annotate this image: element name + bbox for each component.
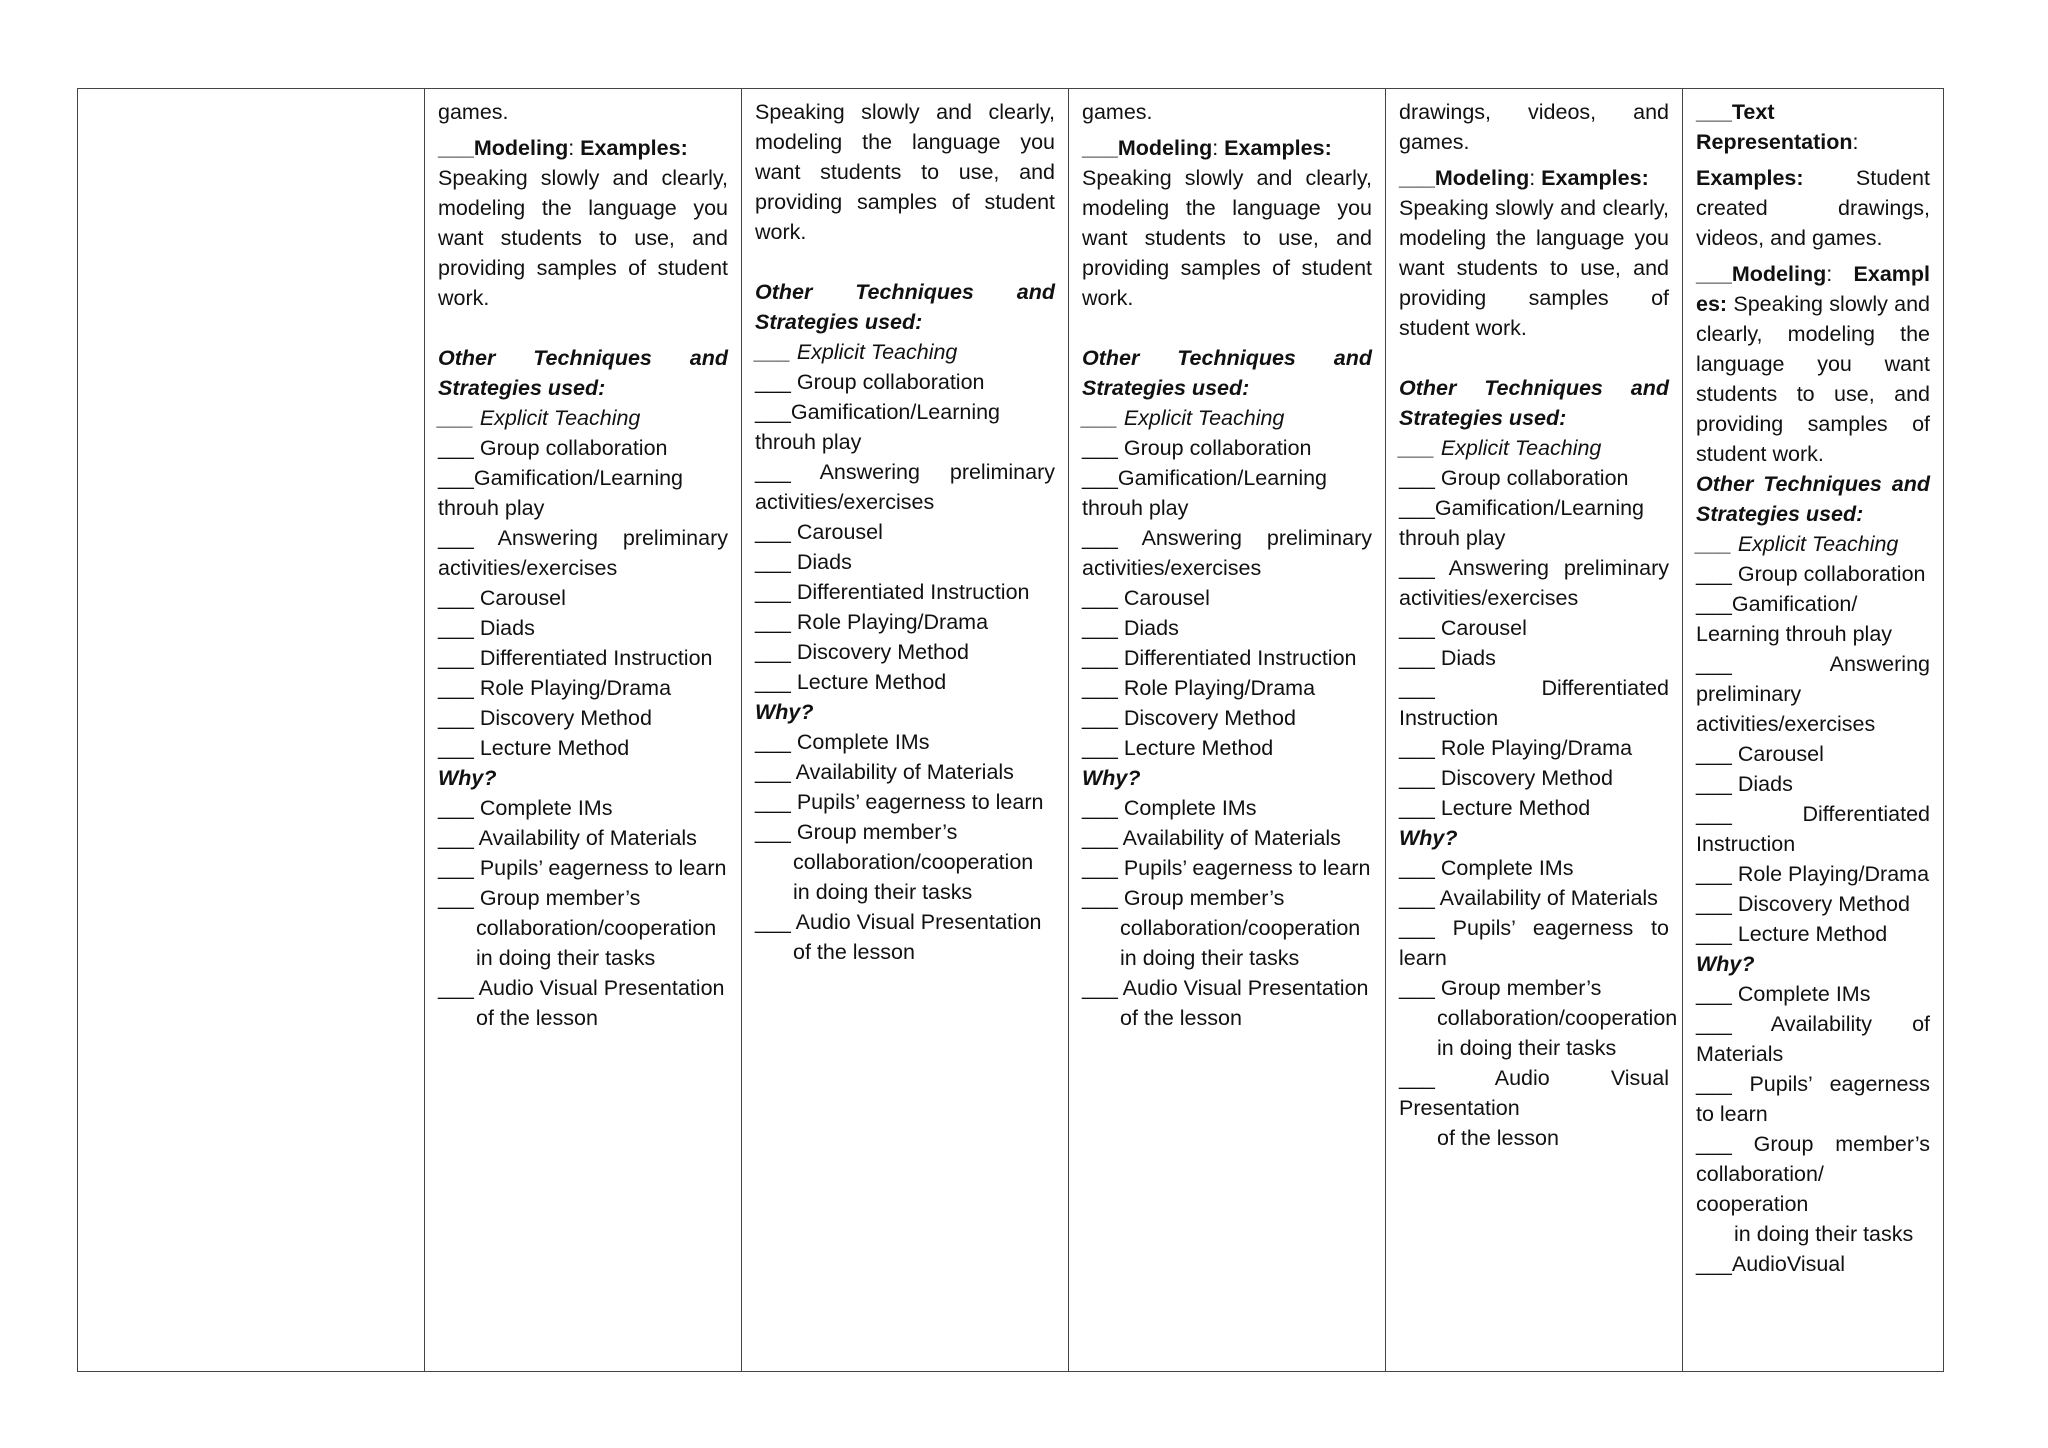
separator: : <box>1529 166 1542 190</box>
text-line <box>1696 163 1930 253</box>
text-line <box>1082 883 1372 913</box>
line-text: Why? <box>755 700 814 724</box>
line-text: ___ Answering preliminary activities/exercises <box>438 526 728 580</box>
line-text: of the lesson <box>476 1006 598 1030</box>
bold-label: ___Modeling <box>1082 136 1213 160</box>
line-text: ___ Availability of Materials <box>1399 886 1658 910</box>
line-text: ___ Diads <box>438 616 535 640</box>
separator: : <box>1212 136 1225 160</box>
section-heading <box>1696 949 1930 979</box>
section-heading <box>1696 469 1930 529</box>
section-heading <box>438 763 728 793</box>
line-text: ___ Group member’s <box>438 886 641 910</box>
bold-label: ___Modeling <box>1399 166 1530 190</box>
text-line <box>1696 799 1930 859</box>
text-line <box>755 787 1055 817</box>
section-heading <box>1399 373 1669 433</box>
text-line <box>438 853 728 883</box>
line-text: ___ Group member’s <box>1082 886 1285 910</box>
line-text: ___AudioVisual <box>1696 1252 1846 1276</box>
text-line <box>1696 1219 1930 1249</box>
table-cell-empty <box>78 89 425 1372</box>
line-text: ___ Pupils’ eagerness to learn <box>438 856 727 880</box>
bold-label: Examples: <box>580 136 688 160</box>
text-line <box>1399 433 1669 463</box>
text-line <box>438 163 728 313</box>
text-line <box>438 673 728 703</box>
line-text: drawings, videos, and games. <box>1399 100 1669 154</box>
line-text: ___ Group collaboration <box>1399 466 1629 490</box>
table-row <box>78 89 1944 1372</box>
text-line <box>438 1003 728 1033</box>
line-text: ___ Explicit Teaching <box>438 406 641 430</box>
text-line <box>755 817 1055 847</box>
blank-line <box>1399 343 1669 373</box>
line-text: ___ Answering preliminary activities/exercises <box>1399 556 1669 610</box>
line-text: ___ Group member’s collaboration/ cooperation <box>1696 1132 1930 1216</box>
line-text: Why? <box>1082 766 1141 790</box>
line-text: ___ Audio Visual Presentation <box>1399 1066 1669 1120</box>
line-text: collaboration/cooperation <box>793 850 1034 874</box>
text-line <box>438 973 728 1003</box>
text-line <box>1399 763 1669 793</box>
text-line <box>1696 97 1930 157</box>
text-line <box>1082 1003 1372 1033</box>
text-line <box>1399 793 1669 823</box>
line-text: ___ Pupils’ eagerness to learn <box>1399 916 1669 970</box>
text-line <box>1399 493 1669 553</box>
line-text: ___ Discovery Method <box>755 640 969 664</box>
line-text: collaboration/cooperation <box>476 916 717 940</box>
text-line <box>1399 163 1669 193</box>
line-text: ___Gamification/Learning throuh play <box>1082 466 1328 520</box>
separator <box>1804 166 1856 190</box>
text-line <box>755 907 1055 937</box>
text-line <box>755 457 1055 517</box>
line-text: in doing their tasks <box>1734 1222 1914 1246</box>
line-text: ___ Pupils’ eagerness to learn <box>755 790 1044 814</box>
line-text: ___ Role Playing/Drama <box>1082 676 1316 700</box>
line-text: ___ Audio Visual Presentation <box>1082 976 1369 1000</box>
text-line <box>755 577 1055 607</box>
line-text: ___ Differentiated Instruction <box>438 646 713 670</box>
line-text: ___ Answering preliminary activities/exercises <box>1082 526 1372 580</box>
line-text: Why? <box>1696 952 1755 976</box>
line-text: ___ Diads <box>1696 772 1793 796</box>
line-text: ___ Group collaboration <box>1696 562 1926 586</box>
bold-label: ___Modeling <box>438 136 569 160</box>
line-text: Why? <box>1399 826 1458 850</box>
text-line <box>755 727 1055 757</box>
line-text: in doing their tasks <box>1437 1036 1617 1060</box>
table-cell-strategies-5 <box>1683 89 1944 1372</box>
text-line <box>1399 883 1669 913</box>
line-text: ___ Carousel <box>755 520 883 544</box>
line-text: ___ Answering preliminary activities/exercises <box>755 460 1055 514</box>
text-line <box>755 757 1055 787</box>
text-line <box>1696 889 1930 919</box>
line-text: ___ Lecture Method <box>1696 922 1888 946</box>
text-line <box>1696 1129 1930 1219</box>
section-heading <box>1399 823 1669 853</box>
blank-line <box>755 247 1055 277</box>
line-text: ___ Audio Visual Presentation <box>755 910 1042 934</box>
table-cell-strategies-2 <box>742 89 1069 1372</box>
text-line <box>1082 703 1372 733</box>
line-text: ___ Answering preliminary activities/exercises <box>1696 652 1930 736</box>
line-text: in doing their tasks <box>476 946 656 970</box>
text-line <box>1696 649 1930 739</box>
blank-line <box>1082 313 1372 343</box>
text-line <box>1082 403 1372 433</box>
line-text: in doing their tasks <box>793 880 973 904</box>
text-line <box>1696 1249 1930 1279</box>
text-line <box>1696 979 1930 1009</box>
text-line <box>438 433 728 463</box>
line-text: Speaking slowly and clearly, modeling the language you want students to use, and providing samples of student work. <box>438 166 728 310</box>
text-line <box>755 877 1055 907</box>
text-line <box>438 943 728 973</box>
line-text: ___ Explicit Teaching <box>1082 406 1285 430</box>
text-line <box>438 733 728 763</box>
line-text: ___ Discovery Method <box>1082 706 1296 730</box>
text-line <box>1399 643 1669 673</box>
text-line <box>1082 163 1372 313</box>
line-text: in doing their tasks <box>1120 946 1300 970</box>
text-line <box>1399 913 1669 973</box>
text-line <box>438 643 728 673</box>
text-line <box>1082 643 1372 673</box>
text-line <box>1082 943 1372 973</box>
line-text: of the lesson <box>1437 1126 1559 1150</box>
line-text: ___ Group member’s <box>1399 976 1602 1000</box>
line-text: Other Techniques and Strategies used: <box>755 280 1055 334</box>
line-text: ___ Availability of Materials <box>1082 826 1341 850</box>
line-text: Speaking slowly and clearly, modeling the language you want students to use, and providing samples of student work. <box>1399 196 1669 340</box>
bold-label: Exampl es: <box>1696 262 1930 316</box>
line-text: ___ Differentiated Instruction <box>755 580 1030 604</box>
text-line <box>438 583 728 613</box>
line-text: ___ Differentiated Instruction <box>1399 676 1669 730</box>
line-text: ___ Availability of Materials <box>1696 1012 1930 1066</box>
section-heading <box>755 697 1055 727</box>
text-line <box>1696 859 1930 889</box>
separator: : <box>1826 262 1854 286</box>
line-text: ___ Explicit Teaching <box>1696 532 1899 556</box>
bold-label: ___Text Representation <box>1696 100 1853 154</box>
lesson-plan-table <box>77 88 1944 1372</box>
text-line <box>1082 433 1372 463</box>
text-line <box>438 613 728 643</box>
separator: : <box>1852 130 1859 154</box>
line-text: ___ Complete IMs <box>755 730 930 754</box>
line-text: ___ Lecture Method <box>438 736 630 760</box>
line-text: ___ Differentiated Instruction <box>1082 646 1357 670</box>
text-line <box>755 937 1055 967</box>
text-line <box>1399 733 1669 763</box>
line-text: ___ Complete IMs <box>438 796 613 820</box>
line-text: ___ Carousel <box>438 586 566 610</box>
text-line <box>1399 613 1669 643</box>
section-heading <box>1082 763 1372 793</box>
text-line <box>1399 553 1669 613</box>
bold-label: ___Modeling <box>1696 262 1827 286</box>
line-text: ___ Complete IMs <box>1082 796 1257 820</box>
table-cell-strategies-4 <box>1386 89 1683 1372</box>
line-text: ___Gamification/ Learning throuh play <box>1696 592 1893 646</box>
line-text: games. <box>1082 100 1153 124</box>
section-heading <box>755 277 1055 337</box>
text-line <box>1399 1033 1669 1063</box>
bold-label: Examples: <box>1541 166 1649 190</box>
line-text: ___ Complete IMs <box>1399 856 1574 880</box>
text-line <box>438 823 728 853</box>
bold-label: Examples: <box>1224 136 1332 160</box>
line-text: Why? <box>438 766 497 790</box>
line-text: ___Gamification/Learning throuh play <box>438 466 684 520</box>
line-text: ___ Group collaboration <box>1082 436 1312 460</box>
text-line <box>1696 769 1930 799</box>
text-line <box>1696 259 1930 469</box>
line-text: Student created drawings, videos, and games. <box>1696 166 1930 250</box>
line-text: Speaking slowly and clearly, modeling the language you want students to use, and providing samples of student work. <box>1696 292 1930 466</box>
line-text: ___ Carousel <box>1082 586 1210 610</box>
text-line <box>755 637 1055 667</box>
line-text: of the lesson <box>793 940 915 964</box>
text-line <box>1696 919 1930 949</box>
text-line <box>438 403 728 433</box>
line-text: of the lesson <box>1120 1006 1242 1030</box>
line-text: ___ Explicit Teaching <box>1399 436 1602 460</box>
line-text: ___ Group collaboration <box>438 436 668 460</box>
text-line <box>1399 673 1669 733</box>
text-line <box>438 97 728 127</box>
text-line <box>1082 523 1372 583</box>
line-text: ___ Carousel <box>1399 616 1527 640</box>
text-line <box>1399 1063 1669 1123</box>
line-text: ___ Role Playing/Drama <box>438 676 672 700</box>
text-line <box>1696 529 1930 559</box>
text-line <box>1082 97 1372 127</box>
text-line <box>1696 559 1930 589</box>
text-line <box>755 337 1055 367</box>
text-line <box>1082 853 1372 883</box>
line-text: ___ Diads <box>1082 616 1179 640</box>
text-line <box>1082 613 1372 643</box>
bold-label: Examples: <box>1696 166 1804 190</box>
text-line <box>1082 793 1372 823</box>
line-text: ___ Lecture Method <box>1082 736 1274 760</box>
text-line <box>755 847 1055 877</box>
text-line <box>1399 463 1669 493</box>
text-line <box>1082 733 1372 763</box>
line-text: collaboration/cooperation <box>1437 1006 1678 1030</box>
line-text: ___ Role Playing/Drama <box>1399 736 1633 760</box>
table-cell-strategies-3 <box>1069 89 1386 1372</box>
line-text: ___ Discovery Method <box>1696 892 1910 916</box>
text-line <box>1082 913 1372 943</box>
text-line <box>1696 1069 1930 1129</box>
table-cell-strategies-1 <box>425 89 742 1372</box>
line-text: ___ Carousel <box>1696 742 1824 766</box>
line-text: ___ Availability of Materials <box>755 760 1014 784</box>
text-line <box>755 367 1055 397</box>
line-text: ___ Discovery Method <box>438 706 652 730</box>
text-line <box>1696 589 1930 649</box>
line-text: ___ Diads <box>755 550 852 574</box>
line-text: ___Gamification/Learning throuh play <box>755 400 1001 454</box>
separator: : <box>568 136 581 160</box>
text-line <box>438 913 728 943</box>
line-text: Other Techniques and Strategies used: <box>1696 472 1930 526</box>
text-line <box>1082 583 1372 613</box>
text-line <box>438 133 728 163</box>
text-line <box>1399 1003 1678 1033</box>
line-text: ___ Diads <box>1399 646 1496 670</box>
text-line <box>1399 193 1669 343</box>
line-text: ___ Group collaboration <box>755 370 985 394</box>
line-text: Speaking slowly and clearly, modeling the language you want students to use, and providing samples of student work. <box>1082 166 1372 310</box>
text-line <box>1082 823 1372 853</box>
text-line <box>755 607 1055 637</box>
section-heading <box>438 343 728 403</box>
text-line <box>438 883 728 913</box>
section-heading <box>1082 343 1372 403</box>
line-text: ___ Explicit Teaching <box>755 340 958 364</box>
text-line <box>438 703 728 733</box>
line-text: ___ Lecture Method <box>1399 796 1591 820</box>
line-text: Speaking slowly and clearly, modeling the language you want students to use, and providing samples of student work. <box>755 100 1055 244</box>
text-line <box>438 793 728 823</box>
line-text: Other Techniques and Strategies used: <box>1082 346 1372 400</box>
line-text: ___ Audio Visual Presentation <box>438 976 725 1000</box>
line-text: ___ Complete IMs <box>1696 982 1871 1006</box>
line-text: games. <box>438 100 509 124</box>
line-text: ___ Group member’s <box>755 820 958 844</box>
text-line <box>1082 673 1372 703</box>
text-line <box>1696 1009 1930 1069</box>
line-text: Other Techniques and Strategies used: <box>1399 376 1669 430</box>
text-line <box>1399 973 1669 1003</box>
text-line <box>1399 1123 1669 1153</box>
text-line <box>755 517 1055 547</box>
text-line <box>1082 133 1372 163</box>
text-line <box>755 667 1055 697</box>
line-text: ___ Differentiated Instruction <box>1696 802 1930 856</box>
text-line <box>1399 853 1669 883</box>
text-line <box>1082 463 1372 523</box>
line-text: ___ Pupils’ eagerness to learn <box>1696 1072 1930 1126</box>
line-text: collaboration/cooperation <box>1120 916 1361 940</box>
line-text: ___ Role Playing/Drama <box>755 610 989 634</box>
line-text: Other Techniques and Strategies used: <box>438 346 728 400</box>
line-text: ___ Discovery Method <box>1399 766 1613 790</box>
text-line <box>1082 973 1372 1003</box>
text-line <box>755 97 1055 247</box>
line-text: ___Gamification/Learning throuh play <box>1399 496 1645 550</box>
text-line <box>1399 97 1669 157</box>
line-text: ___ Role Playing/Drama <box>1696 862 1930 886</box>
blank-line <box>438 313 728 343</box>
text-line <box>755 397 1055 457</box>
text-line <box>438 463 728 523</box>
text-line <box>1696 739 1930 769</box>
line-text: ___ Availability of Materials <box>438 826 697 850</box>
line-text: ___ Pupils’ eagerness to learn <box>1082 856 1371 880</box>
text-line <box>438 523 728 583</box>
line-text: ___ Lecture Method <box>755 670 947 694</box>
text-line <box>755 547 1055 577</box>
